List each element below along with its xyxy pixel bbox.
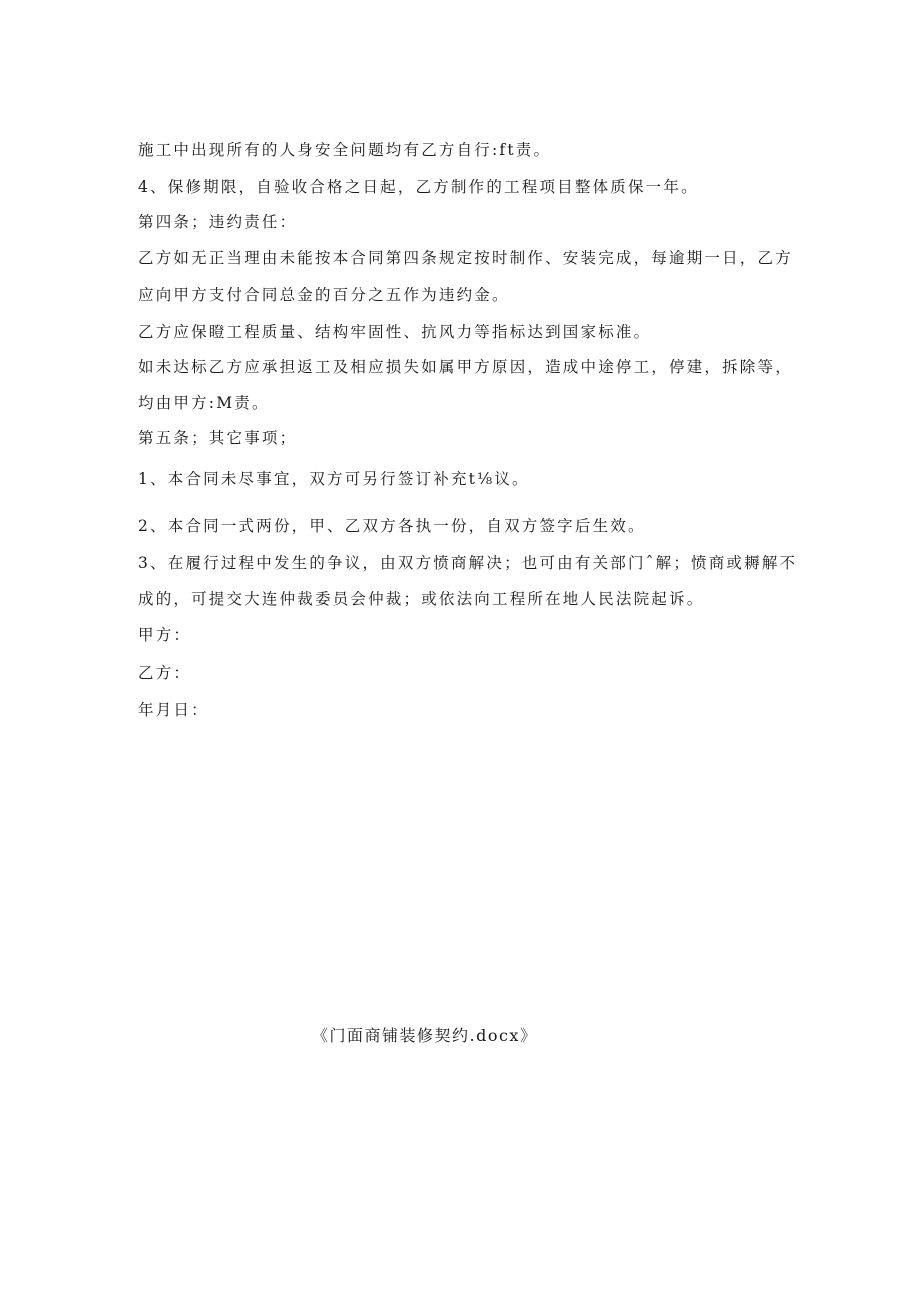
signature-party-a: 甲方：	[138, 626, 192, 644]
paragraph-safety-responsibility: 施工中出现所有的人身安全问题均有乙方自行:ft责。	[138, 141, 552, 159]
paragraph-delay-penalty-line-2: 应向甲方支付合同总金的百分之五作为违约金。	[138, 286, 510, 304]
paragraph-rework-line-2: 均由甲方:M责。	[138, 394, 270, 412]
clause-3-dispute-line-1: 3、在履行过程中发生的争议，由双方愤商解决；也可由有关部门ˆ解；愤商或耨解不	[138, 554, 798, 572]
clause-1-supplementary: 1、本合同未尽事宜，双方可另行签订补充t⅛议。	[138, 470, 530, 488]
heading-article-five: 第五条；其它事项；	[138, 429, 298, 447]
heading-article-four: 第四条；违约责任：	[138, 213, 298, 231]
paragraph-warranty-period: 4、保修期限，自验收合格之日起，乙方制作的工程项目整体质保一年。	[138, 178, 699, 196]
document-footer-title: 《门面商铺装修契约.docx》	[312, 1026, 538, 1045]
paragraph-quality-standard: 乙方应保瞪工程质量、结构牢固性、抗风力等指标达到国家标准。	[138, 323, 652, 341]
clause-2-copies: 2、本合同一式两份，甲、乙双方各执一份，自双方签字后生效。	[138, 517, 646, 535]
paragraph-delay-penalty-line-1: 乙方如无正当理由未能按本合同第四条规定按时制作、安装完成，每逾期一日，乙方	[138, 249, 793, 267]
signature-date: 年月日：	[138, 701, 209, 719]
signature-party-b: 乙方：	[138, 664, 192, 682]
clause-3-dispute-line-2: 成的，可提交大连仲裁委员会仲裁；或依法向工程所在地人民法院起诉。	[138, 590, 705, 608]
paragraph-rework-line-1: 如未达标乙方应承担返工及相应损失如属甲方原因，造成中途停工，停建，拆除等，	[138, 358, 793, 376]
